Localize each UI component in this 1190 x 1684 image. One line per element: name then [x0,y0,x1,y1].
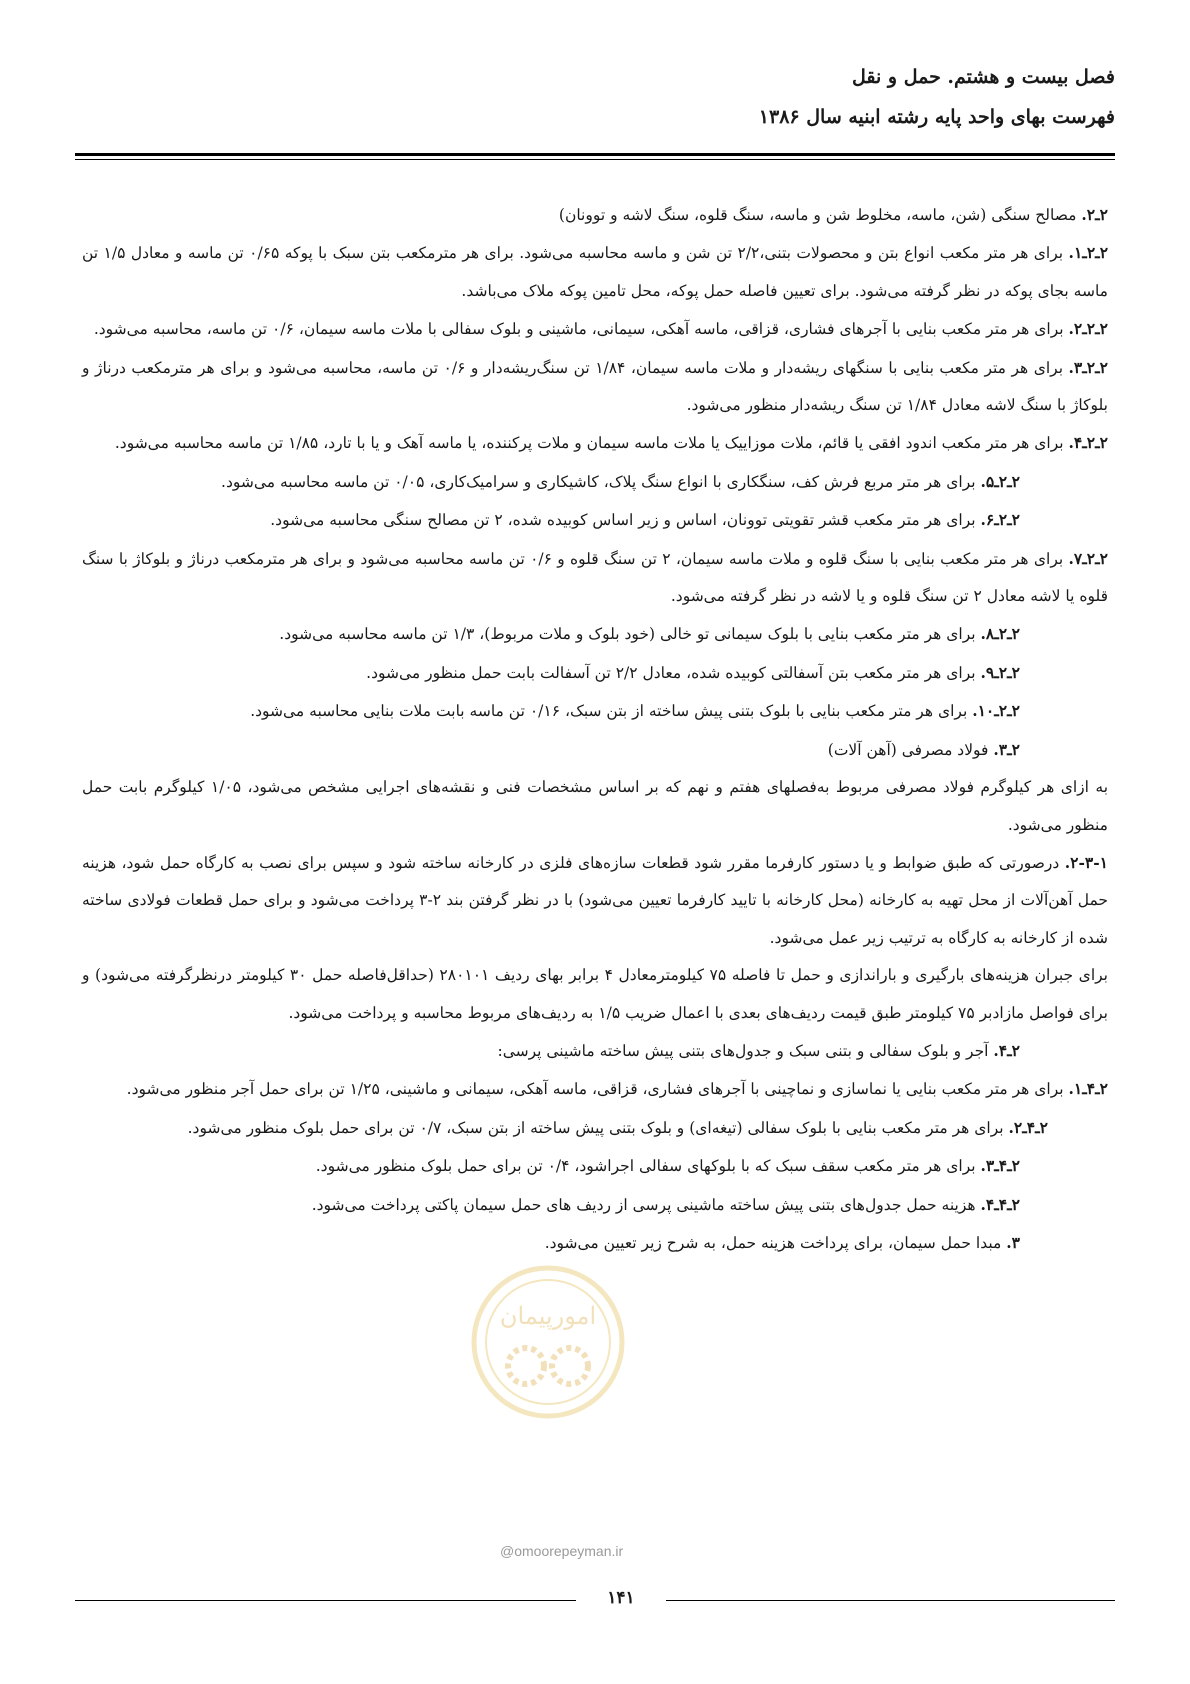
clause-text: مبدا حمل سیمان، برای پرداخت هزینه حمل، به شرح زیر تعیین می‌شود. [544,1233,1007,1252]
clause-text: برای هر متر مکعب بنایی با بلوک سفالی (تیغه‌ای) و بلوک بتنی پیش ساخته از بتن سبک، ۰/۷ تن برای حمل بلوک منظور می‌شود. [187,1118,1009,1137]
clause-text: برای هر متر مکعب بنایی با سنگهای ریشه‌دار و ملات ماسه سیمان، ۱/۸۴ تن سنگ‌ریشه‌دار و ۰/۶ تن ماسه، محاسبه می‌شود و برای هر مترمکعب درناژ و بلوکاژ با سنگ لاشه معادل ۱/۸۴ تن سنگ ریشه‌دار منظور می‌شود. [82,358,1108,415]
paragraph [82,1070,1108,1108]
footer-rule-left [75,1600,576,1601]
clause-text: برای هر متر مکعب قشر تقویتی توونان، اساس و زیر اساس کوبیده شده، ۲ تن مصالح سنگی محاسبه می‌شود. [270,511,981,530]
clause-text: برای هر متر مکعب انواع بتن و محصولات بتنی،۲/۲ تن شن و ماسه محاسبه می‌شود. برای هر مترمکعب بتن سبک با پوکه ۰/۶۵ تن ماسه و معادل ۱/۵ تن ماسه بجای پوکه در نظر گرفته می‌شود. برای تعیین فاصله حمل پوکه، محل تامین پوکه ملاک می‌باشد. [82,244,1108,300]
clause-text: هزینه حمل جدول‌های بتنی پیش ساخته ماشینی پرسی از ردیف های حمل سیمان پاکتی پرداخت می‌شود. [311,1195,981,1214]
clause-number: ۲ـ۴ـ۴. [980,1194,1020,1214]
paragraph [82,1032,1108,1070]
clause-text: برای هر متر مکعب بنایی با سنگ قلوه و ملات ماسه سیمان، ۲ تن سنگ قلوه و ۰/۶ تن ماسه محاسبه می‌شود و برای هر مترمکعب درناژ و بلوکاژ با سنگ قلوه یا لاشه معادل ۲ تن سنگ قلوه و یا لاشه در نظر گرفته می‌شود. [82,549,1108,606]
paragraph [82,1147,1108,1185]
clause-text: برای هر متر مکعب بنایی یا نماسازی و نماچینی با آجرهای فشاری، قزاقی، ماسه آهکی، سیمانی و ماشینی، ۱/۲۵ تن برای حمل آجر منظور می‌شود. [126,1080,1069,1099]
clause-number: ۲ـ۲ـ۳. [1068,357,1108,377]
clause-text: برای هر متر مکعب اندود افقی یا قائم، ملات موزاییک یا ملات ماسه سیمان و ملات پرکننده، یا ماسه آهک و یا با تارد، ۱/۸۵ تن ماسه محاسبه می‌شود. [114,434,1069,453]
watermark-website: @omoorepeyman.ir [500,1543,624,1559]
paragraph [82,957,1108,1032]
clause-text: آجر و بلوک سفالی و بتنی سبک و جدول‌های بتنی پیش ساخته ماشینی پرسی: [497,1041,994,1060]
paragraph [82,1186,1108,1224]
clause-text: به ازای هر کیلوگرم فولاد مصرفی مربوط به‌فصلهای هفتم و نهم که بر اساس مشخصات فنی و نقشه‌های اجرایی مشخص می‌شود، ۱/۰۵ کیلوگرم بابت حمل منظور می‌شود. [82,778,1109,834]
clause-text: برای هر متر مکعب سقف سبک که با بلوکهای سفالی اجرا‌شود، ۰/۴ تن برای حمل بلوک منظور می‌شود. [315,1157,981,1176]
clause-text: درصورتی که طبق ضوابط و یا دستور کارفرما مقرر شود قطعات سازه‌های فلزی در کارخانه ساخته شود و سپس برای نصب به کارگاه حمل شود، هزینه حمل آهن‌آلات از محل تهیه به کارخانه (محل کارخانه با تایید کارفرما تعیین می‌شود) با در نظر گرفتن بند ۲-۳ پرداخت می‌شود و برای حمل قطعات فولادی ساخته شده از کارخانه به کارگاه به ترتیب زیر عمل می‌شود. [82,853,1109,947]
clause-number: ۲ـ۲ـ۴. [1068,433,1108,453]
document-subtitle: فهرست بهای واحد پایه رشته ابنیه سال ۱۳۸۶ [758,106,1115,128]
clause-text: برای هر متر مکعب بنایی با بلوک سیمانی تو خالی (خود بلوک و ملات مربوط)، ۱/۳ تن ماسه محاسبه می‌شود. [279,625,981,644]
clause-number: ۲ـ۴. [993,1040,1020,1060]
header-rule-thin [75,159,1115,160]
paragraph [82,540,1108,616]
page-number: ۱۴۱ [607,1588,635,1608]
paragraph [82,463,1108,501]
paragraph [82,692,1108,730]
paragraph [82,731,1108,769]
paragraph [82,424,1108,462]
clause-number: ۲ـ۲ـ۱۰. [972,701,1020,721]
clause-number: ۲ـ۲ـ۵. [980,471,1020,491]
clause-number: ۲ـ۴ـ۱. [1068,1079,1108,1099]
paragraph [82,196,1108,234]
clause-number: ۲-۳-۱. [1064,852,1108,872]
clause-text: فولاد مصرفی (آهن آلات) [827,740,994,759]
watermark-logo [468,1262,628,1422]
paragraph [82,501,1108,539]
clause-number: ۲ـ۲. [1081,205,1108,224]
clause-number: ۲ـ۳. [993,739,1020,759]
paragraph [82,234,1108,310]
paragraph [82,654,1108,692]
header-rule-thick [75,153,1115,156]
svg-text:امورپیمان: امورپیمان [499,1302,597,1330]
paragraph [82,1224,1108,1262]
clause-text: برای هر متر مکعب بتن آسفالتی کوبیده شده، معادل ۲/۲ تن آسفالت بابت حمل منظور می‌شود. [366,663,981,682]
clause-text: برای جبران هزینه‌های بارگیری و باراندازی و حمل تا فاصله ۷۵ کیلومترمعادل ۴ برابر بهای ردیف ۲۸۰۱۰۱ (حداقل‌فاصله حمل ۳۰ کیلومتر درنظرگرفته می‌شود) و برای فواصل مازادبر ۷۵ کیلومتر طبق قیمت ردیف‌های بعدی با اعمال ضریب ۱/۵ به ردیف‌های مربوط محاسبه و پرداخت می‌شود. [82,966,1108,1022]
paragraph [82,769,1108,844]
clause-number: ۲ـ۲ـ۷. [1068,548,1108,568]
clause-number: ۲ـ۲ـ۶. [980,510,1020,530]
clause-number: ۲ـ۴ـ۳. [980,1156,1020,1176]
clause-number: ۲ـ۲ـ۲. [1068,319,1108,339]
clause-number: ۲ـ۲ـ۸. [980,624,1020,644]
paragraph [82,310,1108,348]
clause-number: ۲ـ۲ـ۱. [1068,243,1109,263]
clause-text: برای هر متر مکعب بنایی با آجرهای فشاری، قزاقی، ماسه آهکی، سیمانی، ماشینی و بلوک سفالی با ملات ماسه سیمان، ۰/۶ تن ماسه، محاسبه می‌شود. [93,320,1069,339]
document-body [82,196,1108,1262]
clause-text: مصالح سنگی (شن، ماسه، مخلوط شن و ماسه، سنگ قلوه، سنگ لاشه و توونان) [558,206,1082,224]
chapter-title: فصل بیست و هشتم. حمل و نقل [852,66,1115,88]
paragraph [82,349,1108,425]
clause-number: ۲ـ۴ـ۲. [1008,1117,1048,1137]
clause-text: برای هر متر مربع فرش کف، سنگکاری با انواع سنگ پلاک، کاشیکاری و سرامیک‌کاری، ۰/۰۵ تن ماسه محاسبه می‌شود. [221,472,981,491]
page-header [75,62,1115,132]
clause-text: برای هر متر مکعب بنایی با بلوک بتنی پیش ساخته از بتن سبک، ۰/۱۶ تن ماسه بابت ملات بنایی محاسبه می‌شود. [250,702,973,721]
paragraph [82,1109,1108,1147]
paragraph [82,615,1108,653]
clause-number: ۳. [1006,1232,1020,1252]
footer-rule-right [666,1600,1115,1601]
clause-number: ۲ـ۲ـ۹. [980,662,1020,682]
paragraph [82,844,1108,957]
